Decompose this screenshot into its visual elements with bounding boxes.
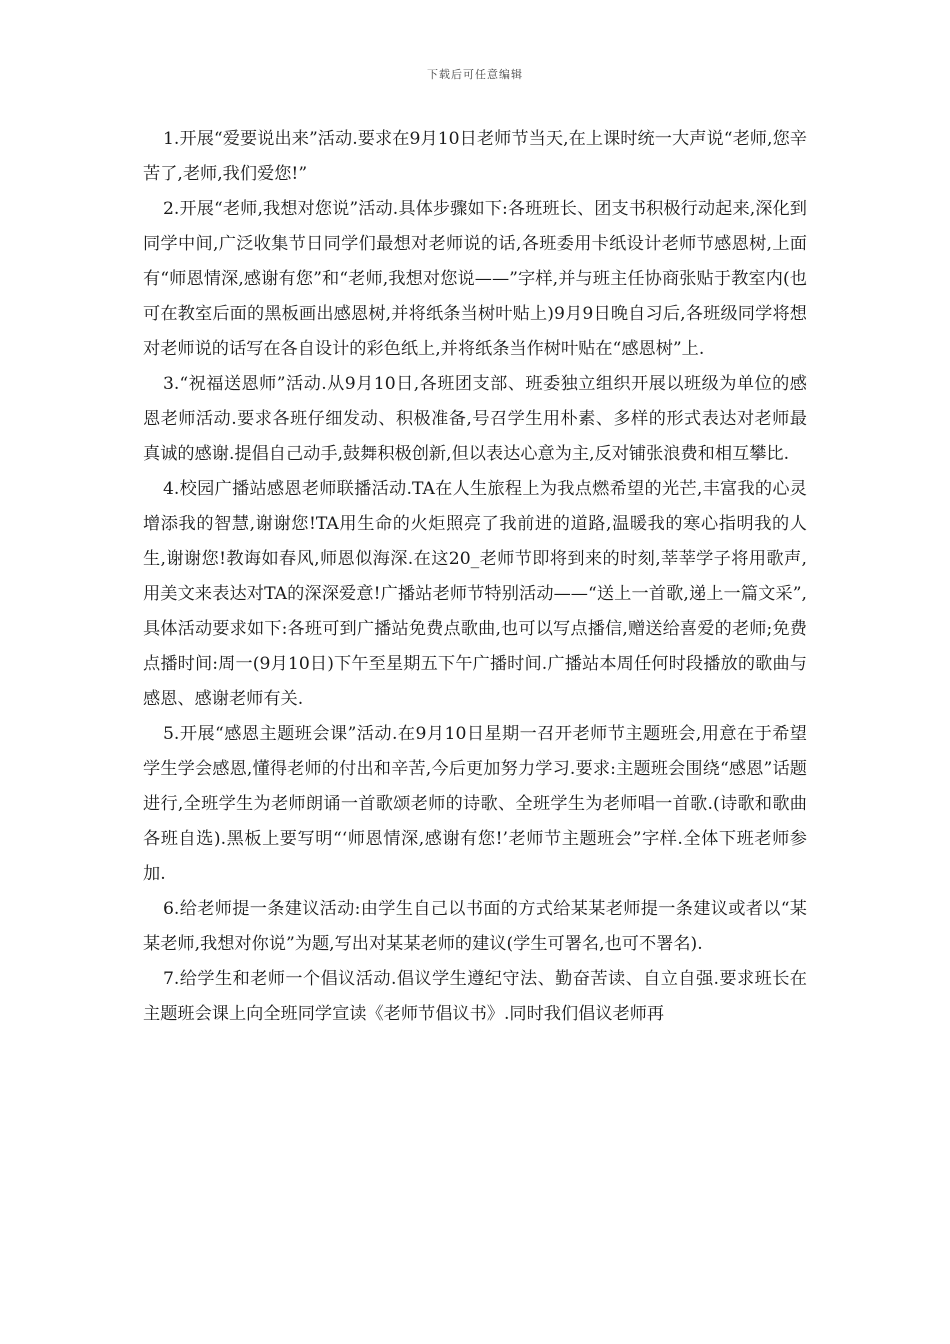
page-header: 下载后可任意编辑 (427, 68, 523, 81)
paragraph-7: 7.给学生和老师一个倡议活动.倡议学生遵纪守法、勤奋苦读、自立自强.要求班长在主题班会课上向全班同学宣读《老师节倡议书》.同时我们倡议老师再 (143, 969, 807, 1024)
paragraph-2: 2.开展“老师,我想对您说”活动.具体步骤如下:各班班长、团支书积极行动起来,深化到同学中间,广泛收集节日同学们最想对老师说的话,各班委用卡纸设计老师节感恩树,上面有“师恩情深,感谢有您”和“老师,我想对您说——”字样,并与班主任协商张贴于教室内(也可在教室后面的黑板画出感恩树,并将纸条当树叶贴上)9月9日晚自习后,各班级同学将想对老师说的话写在各自设计的彩色纸上,并将纸条当作树叶贴在“感恩树”上. (143, 199, 807, 359)
document-body (143, 122, 807, 1032)
paragraph-1: 1.开展“爱要说出来”活动.要求在9月10日老师节当天,在上课时统一大声说“老师,您辛苦了,老师,我们爱您!” (143, 129, 807, 184)
paragraph-3: 3.“祝福送恩师”活动.从9月10日,各班团支部、班委独立组织开展以班级为单位的感恩老师活动.要求各班仔细发动、积极准备,号召学生用朴素、多样的形式表达对老师最真诚的感谢.提倡自己动手,鼓舞积极创新,但以表达心意为主,反对铺张浪费和相互攀比. (143, 374, 807, 464)
paragraph-4: 4.校园广播站感恩老师联播活动.TA在人生旅程上为我点燃希望的光芒,丰富我的心灵增添我的智慧,谢谢您!TA用生命的火炬照亮了我前进的道路,温暖我的寒心指明我的人生,谢谢您!教诲如春风,师恩似海深.在这20_老师节即将到来的时刻,莘莘学子将用歌声,用美文来表达对TA的深深爱意!广播站老师节特别活动——“送上一首歌,递上一篇文采”,具体活动要求如下:各班可到广播站免费点歌曲,也可以写点播信,赠送给喜爱的老师;免费点播时间:周一(9月10日)下午至星期五下午广播时间.广播站本周任何时段播放的歌曲与感恩、感谢老师有关. (143, 479, 807, 709)
paragraph-6: 6.给老师提一条建议活动:由学生自己以书面的方式给某某老师提一条建议或者以“某某老师,我想对你说”为题,写出对某某老师的建议(学生可署名,也可不署名). (143, 899, 807, 954)
paragraph-5: 5.开展“感恩主题班会课”活动.在9月10日星期一召开老师节主题班会,用意在于希望学生学会感恩,懂得老师的付出和辛苦,今后更加努力学习.要求:主题班会围绕“感恩”话题进行,全班学生为老师朗诵一首歌颂老师的诗歌、全班学生为老师唱一首歌.(诗歌和歌曲各班自选).黑板上要写明“‘师恩情深,感谢有您!’老师节主题班会”字样.全体下班老师参加. (143, 724, 807, 884)
